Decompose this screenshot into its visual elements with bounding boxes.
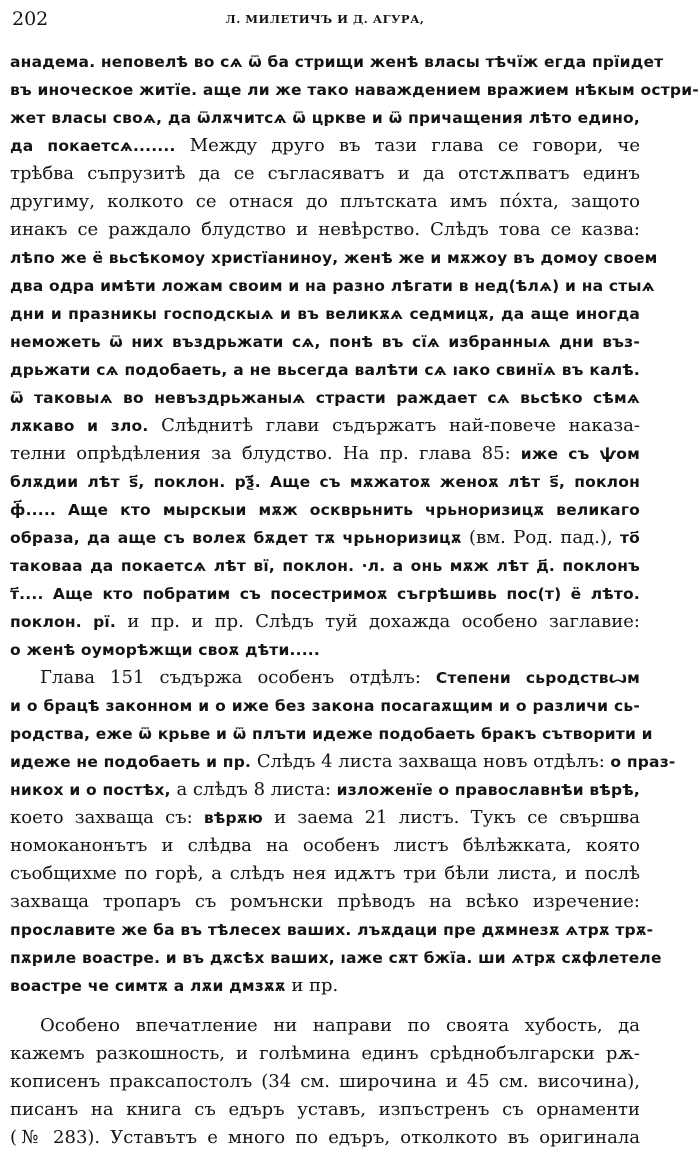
old-church-slavonic-text: воастре че симтѫ а лѫи дмзѫѫ [10, 977, 286, 995]
old-church-slavonic-text: иже съ ѱом [510, 445, 640, 463]
text-line [10, 1068, 640, 1096]
bulgarian-text: и пр. и пр. Слѣдъ туй дохажда особено заглавие: [116, 611, 640, 632]
old-church-slavonic-text: идеже не подобаеть и пр. [10, 753, 252, 771]
bulgarian-text: другиму, колкото се отнася до плътската имъ пóхта, защото [10, 191, 640, 212]
text-line [10, 216, 640, 244]
old-church-slavonic-text: ф҃..... Аще кто мырскыи мѫж оскврьнить чрьноризицѫ великаго [10, 501, 640, 519]
text-line [10, 384, 640, 412]
text-line [10, 132, 640, 160]
paragraph [10, 1012, 640, 1152]
text-line [10, 608, 640, 636]
old-church-slavonic-text: вѣрѫю [192, 809, 263, 827]
old-church-slavonic-text: никох и о постѣх, [10, 781, 171, 799]
old-church-slavonic-text: поклон. рї. [10, 613, 116, 631]
old-church-slavonic-text: дни и празникы господскыѧ и въ великѫѧ седмицѫ, да аще иногда [10, 305, 640, 323]
text-line [10, 440, 640, 468]
text-line [10, 188, 640, 216]
body-text [10, 48, 699, 1152]
text-line [10, 300, 640, 328]
old-church-slavonic-text: о праз- [604, 753, 676, 771]
text-line [10, 1096, 640, 1124]
document-page [10, 0, 699, 1148]
text-line [10, 356, 640, 384]
bulgarian-text: (вм. Род. пад.), [461, 527, 613, 548]
old-church-slavonic-text: лѣпо же ё вьсѣкомоу христїанинoу, женѣ же и мѫжоу въ домоу своем [10, 249, 658, 267]
text-line [10, 720, 653, 748]
bulgarian-text: Глава 151 съдържа особенъ отдѣлъ: [40, 667, 421, 688]
old-church-slavonic-text: лѫкаво и зло. [10, 417, 149, 435]
running-head: Л. МИЛЕТИЧЪ И Д. АГУРА, [225, 12, 425, 26]
text-line [10, 1040, 640, 1068]
text-line [10, 748, 676, 776]
text-line [10, 496, 640, 524]
old-church-slavonic-text: о женѣ оуморѣжщи своѫ дѣти..... [10, 641, 320, 659]
text-line [10, 804, 640, 832]
text-line [10, 160, 640, 188]
bulgarian-text: кажемъ разкошность, и голѣмина единъ срѣднобългарски рѫ- [10, 1043, 640, 1064]
old-church-slavonic-text: жет власы своѧ, да ѿлѫчитсѧ ѿ цркве и ѿ причащения лѣто едино, [10, 109, 640, 127]
text-line [10, 104, 640, 132]
bulgarian-text: телни опрѣдѣления за блудство. На пр. глава 85: [10, 443, 511, 464]
old-church-slavonic-text: изложенїе о православнѣи вѣрѣ, [331, 781, 641, 799]
old-church-slavonic-text: и о брацѣ законном и о иже без закона посагаѫщим и о различи сь- [10, 697, 640, 715]
text-line [10, 636, 640, 664]
bulgarian-text: съобщихме по горѣ, а слѣдъ нея идѫтъ три бѣли листа, и послѣ [10, 863, 640, 884]
bulgarian-text: трѣбва съпрузитѣ да се съгласяватъ и да отстѫпватъ единъ [10, 163, 640, 184]
bulgarian-text: и заема 21 листъ. Тукъ се свършва [262, 807, 641, 828]
bulgarian-text: Слѣдъ 4 листа захваща новъ отдѣлъ: [251, 751, 605, 772]
text-line [10, 272, 655, 300]
old-church-slavonic-text: то҃ [612, 529, 640, 547]
text-line [10, 776, 640, 804]
text-line [10, 76, 699, 104]
old-church-slavonic-text: Степени сьродствꙍм [420, 669, 640, 687]
old-church-slavonic-text: блѫдии лѣт ѕ҃, поклон. рѯ҃. Аще съ мѫжатоѫ женоѫ лѣт ѕ҃, поклон [10, 473, 640, 491]
bulgarian-text: Между друго въ тази глава се говори, че [175, 135, 641, 156]
text-line [10, 1124, 640, 1152]
paragraph [10, 48, 699, 664]
text-line [10, 580, 640, 608]
text-line [10, 972, 640, 1000]
old-church-slavonic-text: родства, еже ѿ крьве и ѿ плъти идеже подобаеть бракъ сътворити и [10, 725, 653, 743]
bulgarian-text: кописенъ праксапостолъ (34 см. широчина и 45 см. височина), [10, 1071, 640, 1092]
bulgarian-text: номоканонътъ и слѣдва на особенъ листъ бѣлѣжката, която [10, 835, 640, 856]
old-church-slavonic-text: прославите же ба въ тѣлесех ваших. лъѫдаци пре дѫмнезѫ ѧтрѫ трѫ- [10, 921, 654, 939]
old-church-slavonic-text: таковаа да покаетсѧ лѣт вї, поклон. ·л. а онь мѫж лѣт д҃. поклонъ [10, 557, 640, 575]
bulgarian-text: което захваща съ: [10, 807, 193, 828]
bulgarian-text: (№ 283). Уставътъ е много по едъръ, отколкото въ оригинала [10, 1127, 640, 1148]
old-church-slavonic-text: два одра имѣти ложам своим и на разно лѣгати в нед(ѣлѧ) и на стыѧ [10, 277, 655, 295]
text-line [10, 524, 640, 552]
old-church-slavonic-text: дрьжати сѧ подобаеть, а не вьсегда валѣти сѧ ıако свинїѧ въ калѣ. [10, 361, 640, 379]
text-line [10, 888, 640, 916]
bulgarian-text: и пр. [285, 975, 339, 996]
old-church-slavonic-text: т҃.... Аще кто побратим съ посестримоѫ съгрѣшивь пос(т) ё лѣто. [10, 585, 640, 603]
paragraph [10, 664, 676, 1000]
bulgarian-text: Слѣднитѣ глави съдържатъ най-повече наказа- [148, 415, 640, 436]
bulgarian-text: инакъ се раждало блудство и невѣрство. Слѣдъ това се казва: [10, 219, 640, 240]
text-line [10, 412, 640, 440]
text-line [10, 552, 640, 580]
text-line [10, 832, 640, 860]
bulgarian-text: захваща тропаръ съ ромънски прѣводъ на всѣко изречение: [10, 891, 640, 912]
text-line [10, 468, 640, 496]
text-line [10, 244, 658, 272]
text-line [10, 664, 640, 692]
old-church-slavonic-text: въ иноческое житїе. аще ли же тако наваждением вражием нѣкым остри- [10, 81, 699, 99]
text-line [10, 692, 640, 720]
old-church-slavonic-text: анадема. неповелѣ во сѧ ѿ ба стрищи женѣ власы тѣчїж егда прїидет [10, 53, 664, 71]
text-line [10, 860, 640, 888]
old-church-slavonic-text: ѿ таковыѧ во невъздрьжаныѧ страсти раждает сѧ вьсѣко сѣмѧ [10, 389, 640, 407]
text-line [10, 916, 654, 944]
text-line [10, 48, 664, 76]
text-line [10, 328, 640, 356]
text-line [10, 1012, 640, 1040]
text-line [10, 944, 662, 972]
old-church-slavonic-text: да покаетсѧ....... [10, 137, 176, 155]
bulgarian-text: писанъ на книга съ едъръ уставъ, изпъстренъ съ орнаменти [10, 1099, 640, 1120]
bulgarian-text: Особено впечатление ни направи по своята хубость, да [40, 1015, 640, 1036]
bulgarian-text: а слѣдъ 8 листа: [170, 779, 332, 800]
page-number: 202 [12, 8, 49, 30]
old-church-slavonic-text: образа, да аще съ волеѫ бѫдет тѫ чрьноризицѫ [10, 529, 462, 547]
page-header [10, 6, 640, 32]
old-church-slavonic-text: неможеть ѿ них въздрьжати сѧ, понѣ въ сїѧ избранныѧ дни въз- [10, 333, 640, 351]
old-church-slavonic-text: пѫриле воастре. и въ дѫсѣх ваших, ıаже сѫт бжїа. ши ѧтрѫ сѫфлетеле [10, 949, 662, 967]
